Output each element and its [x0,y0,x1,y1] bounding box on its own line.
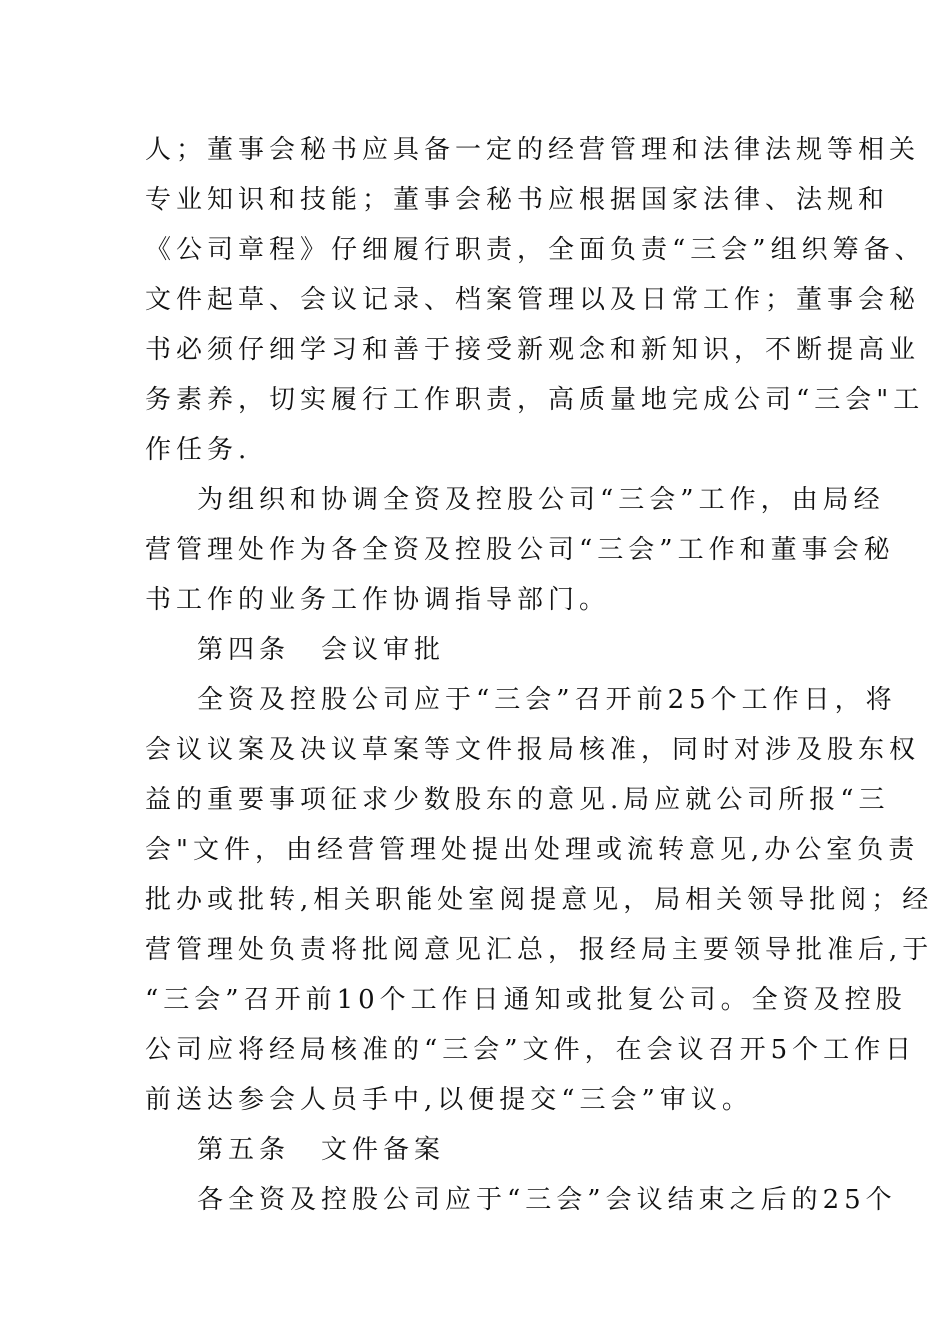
paragraph-line: 专业知识和技能；董事会秘书应根据国家法律、法规和 [145,185,890,215]
paragraph-line: 会"文件，由经营管理处提出处理或流转意见,办公室负责 [145,835,920,865]
paragraph-line: 作任务. [145,435,252,465]
paragraph-line: 前送达参会人员手中,以便提交“三会”审议。 [145,1085,753,1115]
paragraph-line: 务素养，切实履行工作职责，高质量地完成公司“三会"工 [145,385,925,415]
paragraph-line: 公司应将经局核准的“三会”文件，在会议召开5个工作日 [145,1035,917,1065]
paragraph-line: 《公司章程》仔细履行职责，全面负责“三会”组织筹备、 [145,235,926,265]
section-heading: 第五条 文件备案 [197,1135,446,1165]
paragraph-line: “三会”召开前10个工作日通知或批复公司。全资及控股 [145,985,907,1015]
paragraph-line: 为组织和协调全资及控股公司“三会”工作，由局经 [197,485,885,515]
paragraph-line: 批办或批转,相关职能处室阅提意见，局相关领导批阅；经 [145,885,934,915]
section-heading: 第四条 会议审批 [197,635,446,665]
paragraph-line: 营管理处负责将批阅意见汇总，报经局主要领导批准后,于 [145,935,934,965]
paragraph-line: 各全资及控股公司应于“三会”会议结束之后的25个 [197,1185,897,1215]
paragraph-line: 全资及控股公司应于“三会”召开前25个工作日，将 [197,685,897,715]
paragraph-line: 营管理处作为各全资及控股公司“三会”工作和董事会秘 [145,535,895,565]
paragraph-line: 益的重要事项征求少数股东的意见.局应就公司所报“三 [145,785,890,815]
paragraph-line: 人；董事会秘书应具备一定的经营管理和法律法规等相关 [145,135,921,165]
paragraph-line: 书必须仔细学习和善于接受新观念和新知识，不断提高业 [145,335,921,365]
paragraph-line: 书工作的业务工作协调指导部门。 [145,585,611,615]
paragraph-line: 文件起草、会议记录、档案管理以及日常工作；董事会秘 [145,285,921,315]
paragraph-line: 会议议案及决议草案等文件报局核准，同时对涉及股东权 [145,735,921,765]
